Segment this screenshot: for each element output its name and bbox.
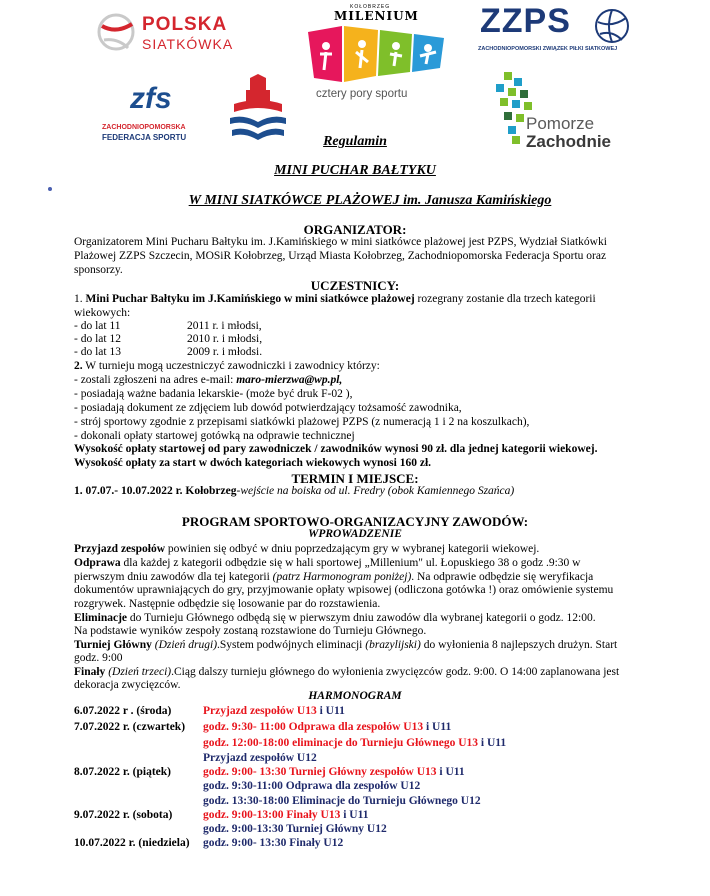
category-label-0: - do lat 11 <box>74 320 121 332</box>
schedule-event-red: godz. 9:00- 13:30 Turniej Główny zespołów U13 <box>203 766 440 778</box>
requirement-1 <box>74 374 342 387</box>
schedule-event-tail: i U11 <box>319 705 345 717</box>
finals-italic: (Dzień trzeci) <box>105 666 172 678</box>
elimination-line-1 <box>74 612 596 625</box>
participants-heading: UCZESTNICY: <box>310 278 400 293</box>
participants-p1 <box>74 293 596 306</box>
organizer-heading: ORGANIZATOR: <box>303 222 407 237</box>
briefing-line-1 <box>74 557 580 570</box>
intro-heading: WPROWADZENIE <box>308 528 402 540</box>
organizer-line-1: Organizatorem Mini Pucharu Bałtyku im. J.Kamińskiego w mini siatkówce plażowej jest PZPS, Wydział Siatkówki <box>74 236 607 248</box>
zfs-line1: ZACHODNIOPOMORSKA <box>102 124 186 131</box>
finals-line-1 <box>74 666 619 679</box>
schedule-event-red: Przyjazd zespołów U13 <box>203 705 320 717</box>
finals-line-2: dekoracja zwycięzców. <box>74 679 181 691</box>
arrival-bold: Przyjazd zespołów <box>74 543 166 555</box>
four-seasons-sport-icon <box>308 26 446 82</box>
schedule-event: godz. 9:00- 13:30 Finały U12 <box>203 837 344 849</box>
arrival-line <box>74 543 539 556</box>
briefing-line-3: dokumentów uprawniających do gry, przyjmowanie opłaty wpisowej (odliczona gotówka !) oraz omówienie systemu <box>74 584 614 596</box>
siatkowka-text: SIATKÓWKA <box>142 36 234 52</box>
zfs-line2: FEDERACJA SPORTU <box>102 133 187 142</box>
main-tournament-line-1 <box>74 639 617 652</box>
participants-p1-rest: rozegrany zostanie dla trzech kategorii <box>414 293 596 305</box>
participants-p2 <box>74 360 380 373</box>
logo-zzps <box>478 2 638 54</box>
schedule-date: 9.07.2022 r. (sobota) <box>74 809 173 821</box>
elimination-rest: do Turnieju Głównego odbędą się w pierwszym dniu zawodów dla wybranej kategorii o godz. 12:00. <box>127 612 596 624</box>
schedule-event <box>203 809 368 821</box>
schedule-date: 6.07.2022 r . (środa) <box>74 705 172 717</box>
schedule-event: godz. 9:00-13:30 Turniej Główny U12 <box>203 823 387 835</box>
main-italic-1: (Dzień drugi) <box>151 639 218 651</box>
regulamin-heading: Regulamin <box>323 134 387 149</box>
briefing-rest: dla każdej z kategorii odbędzie się w hali sportowej „Millenium" ul. Łopuskiego 38 o godz .9:30 w <box>120 557 581 569</box>
bullet-dot <box>48 187 52 191</box>
milenium-caption: cztery pory sportu <box>316 88 408 100</box>
zfs-mark: zfs <box>130 82 172 115</box>
main-italic-2: (brazylijski) <box>365 639 421 651</box>
term-line <box>74 485 514 498</box>
schedule-date: 8.07.2022 r. (piątek) <box>74 766 172 778</box>
program-heading: PROGRAM SPORTOWO-ORGANIZACYJNY ZAWODÓW: <box>181 514 529 529</box>
requirement-4: - strój sportowy zgodnie z przepisami siatkówki plażowej PZPS (z numeracją 1 i 2 na koszulkach), <box>74 416 530 428</box>
logo-polska-siatkowka <box>96 10 246 56</box>
briefing-line-4: rozgrywek. Następnie odbędzie się losowanie par do rozstawienia. <box>74 598 381 610</box>
participants-p2-number: 2. <box>74 360 83 372</box>
organizer-line-3: sponsorzy. <box>74 264 123 276</box>
schedule-event-tail: i U11 <box>480 737 507 749</box>
zzps-volleyball-icon <box>594 8 630 44</box>
fee-line-1: Wysokość opłaty startowej od pary zawodniczek / zawodników wynosi 90 zł. dla jednej kategorii wiekowej. <box>74 443 598 455</box>
briefing-bold: Odprawa <box>74 557 121 569</box>
fee-line-2: Wysokość opłaty za start w dwóch kategoriach wiekowych wynosi 160 zł. <box>74 457 432 469</box>
zzps-name: ZZPS <box>480 2 571 40</box>
requirement-5: - dokonali opłaty startowej gotówką na odprawie technicznej <box>74 430 355 442</box>
category-years-2: 2009 r. i młodsi. <box>187 346 263 358</box>
elimination-line-2: Na podstawie wyników zespoły zostaną rozstawione do Turnieju Głównego. <box>74 625 427 637</box>
category-label-2: - do lat 13 <box>74 346 121 358</box>
main-bold: Turniej Główny <box>74 639 152 651</box>
term-location: -wejście na boiska od ul. Fredry (obok Kamiennego Szańca) <box>236 485 515 497</box>
term-heading: TERMIN I MIEJSCE: <box>291 471 419 486</box>
finals-rest: .Ciąg dalszy turnieju głównego do wyłonienia zwycięzców godz. 9:00. O 14:00 zaplanowana jest <box>171 666 620 678</box>
schedule-event: godz. 9:30-11:00 Odprawa dla zespołów U12 <box>203 780 421 792</box>
requirement-3: - posiadają dokument ze zdjęciem lub dowód potwierdzający tożsamość zawodnika, <box>74 402 462 414</box>
arrival-rest: powinien się odbyć w dniu poprzedzającym gry w wybranej kategorii wiekowej. <box>165 543 540 555</box>
requirement-1-text: - zostali zgłoszeni na adres e-mail: <box>74 374 237 386</box>
pomorze-line2: Zachodnie <box>526 132 612 151</box>
schedule-event <box>203 721 451 733</box>
schedule-event: godz. 13:30-18:00 Eliminacje do Turnieju Głównego U12 <box>203 795 481 807</box>
schedule-event-red: godz. 9:00-13:00 Finały U13 <box>203 809 344 821</box>
elimination-bold: Eliminacje <box>74 612 128 624</box>
schedule-event: Przyjazd zespołów U12 <box>203 752 317 764</box>
finals-bold: Finały <box>74 666 106 678</box>
briefing-l2-post: . Na odprawie odbędzie się weryfikacja <box>411 571 594 583</box>
requirement-2: - posiadają ważne badania lekarskie- (może być druk F-02 ), <box>74 388 353 400</box>
participants-p1-number: 1. <box>74 293 86 305</box>
category-years-0: 2011 r. i młodsi, <box>187 320 262 332</box>
briefing-l2-italic: (patrz Harmonogram poniżej) <box>272 571 412 583</box>
participants-p1-bold: Mini Puchar Bałtyku im J.Kamińskiego w mini siatkówce plażowej <box>85 293 415 305</box>
schedule-event-tail: i U11 <box>425 721 452 733</box>
organizer-line-2: Plażowej ZZPS Szczecin, MOSiR Kołobrzeg, Urząd Miasta Kołobrzeg, Zachodniopomorska Federacja Sportu oraz <box>74 250 607 262</box>
participants-p2-text: W turnieju mogą uczestniczyć zawodniczki i zawodnicy którzy: <box>82 360 380 372</box>
schedule-event-red: godz. 9:30- 11:00 Odprawa dla zespołów U13 <box>203 721 426 733</box>
schedule-heading: HARMONOGRAM <box>308 690 402 702</box>
briefing-l2-pre: pierwszym dniu zawodów dla tej kategorii <box>74 571 273 583</box>
main-mid: .System podwójnych eliminacji <box>217 639 366 651</box>
schedule-event-tail: i U11 <box>343 809 369 821</box>
schedule-date: 10.07.2022 r. (niedziela) <box>74 837 190 849</box>
main-tournament-line-2: godz. 9:00 <box>74 652 123 664</box>
schedule-date: 7.07.2022 r. (czwartek) <box>74 721 186 733</box>
participants-p1-line2: wiekowych: <box>74 307 131 319</box>
schedule-event <box>203 737 506 749</box>
zzps-caption: ZACHODNIOPOMORSKI ZWIĄZEK PIŁKI SIATKOWEJ <box>478 46 618 52</box>
schedule-event-tail: i U11 <box>439 766 465 778</box>
title-line-2: W MINI SIATKÓWCE PLAŻOWEJ im. Janusza Kamińskiego <box>188 193 552 208</box>
briefing-line-2 <box>74 571 593 584</box>
schedule-event <box>203 766 465 778</box>
category-years-1: 2010 r. i młodsi, <box>187 333 263 345</box>
contact-email: maro-mierzwa@wp.pl, <box>236 374 343 386</box>
main-rest: do wyłonienia 8 najlepszych drużyn. Start <box>420 639 618 651</box>
schedule-event-red: godz. 12:00-18:00 eliminacje do Turnieju Głównego U13 <box>203 737 481 749</box>
schedule-event <box>203 705 345 717</box>
title-line-1: MINI PUCHAR BAŁTYKU <box>274 163 436 178</box>
milenium-name: MILENIUM <box>334 9 419 23</box>
pomorze-line1: Pomorze <box>526 114 595 133</box>
volleyball-icon <box>96 10 136 54</box>
category-label-1: - do lat 12 <box>74 333 121 345</box>
polska-text: POLSKA <box>142 14 228 35</box>
term-dates: 1. 07.07.- 10.07.2022 r. Kołobrzeg <box>74 485 237 497</box>
logo-milenium <box>300 4 450 104</box>
milenium-top-text: KOŁOBRZEG <box>350 4 391 10</box>
